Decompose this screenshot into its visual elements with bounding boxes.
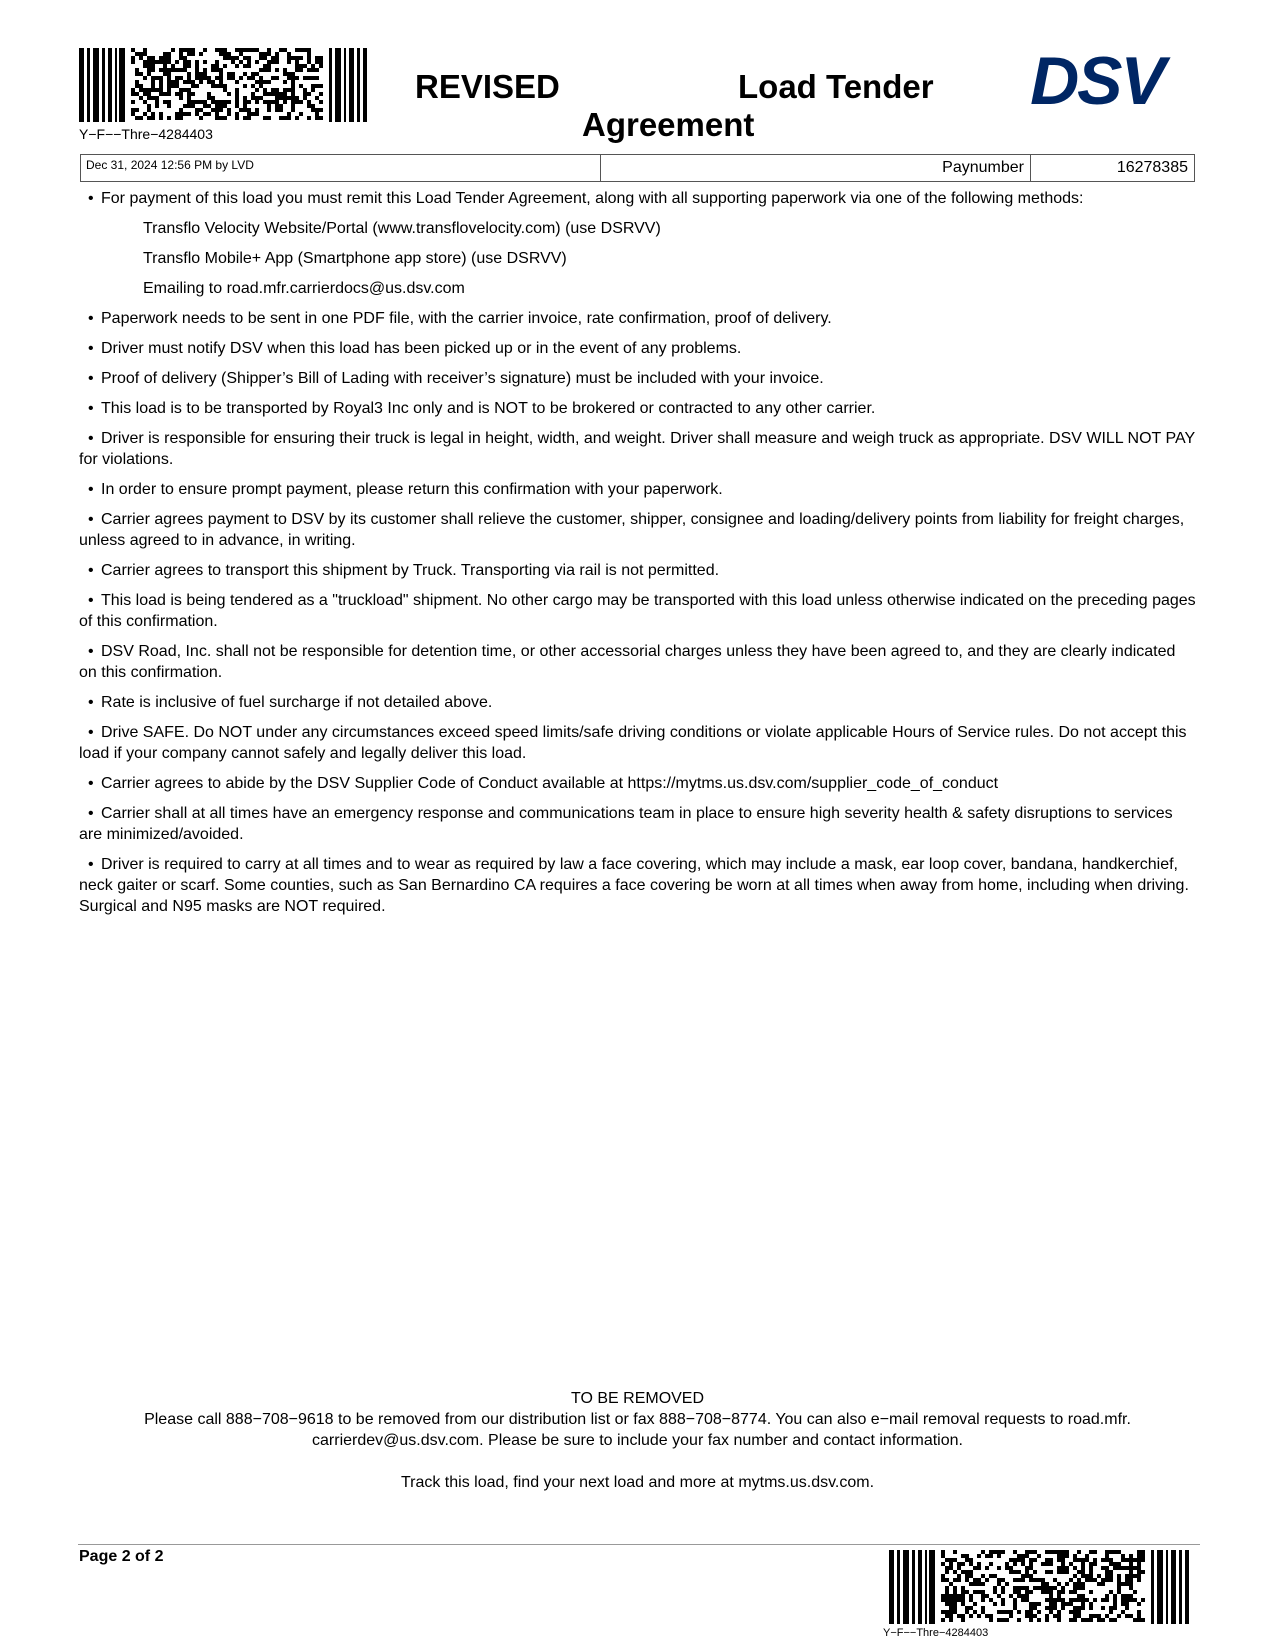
terms-item	[79, 854, 1197, 917]
bullet-icon: •	[88, 481, 94, 498]
method-item: Transflo Mobile+ App (Smartphone app store) (use DSRVV)	[143, 250, 567, 267]
terms-item-text: Drive SAFE. Do NOT under any circumstances exceed speed limits/safe driving conditions or violate applicable Hours of Service rules. Do not accept this load if your company cannot safely and legally deliver this load.	[79, 724, 1187, 762]
paynumber-label: Paynumber	[601, 155, 1031, 181]
info-bar	[80, 154, 1195, 182]
track-load-text: Track this load, find your next load and more at mytms.us.dsv.com.	[400, 1474, 875, 1491]
title-load-tender: Load Tender	[738, 68, 934, 105]
header-barcode	[79, 48, 367, 122]
bullet-icon: •	[88, 724, 94, 741]
terms-item	[79, 560, 1197, 581]
terms-item	[79, 773, 1197, 794]
terms-item-text: DSV Road, Inc. shall not be responsible for detention time, or other accessorial charges unless they have been agreed to, and they are clearly indicated on this confirmation.	[79, 643, 1176, 681]
terms-item-text: Paperwork needs to be sent in one PDF file, with the carrier invoice, rate confirmation, proof of delivery.	[101, 310, 832, 327]
bullet-icon: •	[88, 592, 94, 609]
bullet-icon: •	[88, 856, 94, 873]
timestamp: Dec 31, 2024 12:56 PM by LVD	[81, 155, 601, 181]
footer-barcode-label: Y−F−−Thre−4284403	[883, 1627, 989, 1639]
bullet-icon: •	[88, 430, 94, 447]
removal-line-2: carrierdev@us.dsv.com. Please be sure to include your fax number and contact information.	[312, 1432, 963, 1449]
bullet-icon: •	[88, 643, 94, 660]
terms-item-text: This load is being tendered as a "truckload" shipment. No other cargo may be transported with this load unless otherwise indicated on the preceding pages of this confirmation.	[79, 592, 1196, 630]
terms-item	[79, 509, 1197, 551]
dsv-logo-text: DSV	[1030, 54, 1164, 108]
terms-list	[79, 188, 1197, 917]
paynumber-value: 16278385	[1116, 159, 1188, 176]
terms-item-text: Driver is required to carry at all times and to wear as required by law a face covering, which may include a mask, ear loop cover, bandana, handkerchief, neck gaiter or scarf. Some counties, such as San Bernardino CA requires a face covering be worn at all times when away from home, including when driving. Surgical and N95 masks are NOT required.	[79, 856, 1189, 915]
page-number: Page 2 of 2	[79, 1548, 164, 1565]
terms-item-text: Carrier agrees to transport this shipment by Truck. Transporting via rail is not permitted.	[101, 562, 720, 579]
terms-item	[79, 803, 1197, 845]
terms-item-text: Carrier agrees to abide by the DSV Supplier Code of Conduct available at https://mytms.us.dsv.com/supplier_code_of_conduct	[101, 775, 999, 792]
terms-item	[79, 398, 1197, 419]
title-revised: REVISED	[415, 68, 560, 105]
bullet-icon: •	[88, 775, 94, 792]
bullet-icon: •	[88, 310, 94, 327]
footer-divider	[78, 1544, 1200, 1545]
bullet-icon: •	[88, 511, 94, 528]
removal-heading: TO BE REMOVED	[570, 1390, 705, 1407]
removal-line-1: Please call 888−708−9618 to be removed from our distribution list or fax 888−708−8774. You can also e−mail removal requests to road.mfr.	[144, 1411, 1131, 1428]
bullet-icon: •	[88, 340, 94, 357]
terms-intro	[79, 188, 1197, 209]
terms-item	[79, 428, 1197, 470]
dsv-logo	[1008, 54, 1186, 108]
terms-item	[79, 479, 1197, 500]
terms-item	[79, 590, 1197, 632]
bullet-icon: •	[88, 562, 94, 579]
terms-item	[79, 308, 1197, 329]
bullet-icon: •	[88, 694, 94, 711]
terms-item	[79, 368, 1197, 389]
header-barcode-label: Y−F−−Thre−4284403	[79, 126, 213, 142]
terms-item-text: Carrier agrees payment to DSV by its customer shall relieve the customer, shipper, consignee and loading/delivery points from liability for freight charges, unless agreed to in advance, in writing.	[79, 511, 1185, 549]
bullet-icon: •	[88, 190, 94, 207]
terms-item	[79, 338, 1197, 359]
terms-item-text: Driver must notify DSV when this load has been picked up or in the event of any problems.	[101, 340, 742, 357]
terms-item	[79, 641, 1197, 683]
bullet-icon: •	[88, 400, 94, 417]
footer-barcode	[889, 1550, 1189, 1624]
terms-item-text: This load is to be transported by Royal3 Inc only and is NOT to be brokered or contracted to any other carrier.	[101, 400, 876, 417]
terms-item-text: Rate is inclusive of fuel surcharge if not detailed above.	[101, 694, 493, 711]
terms-item-text: In order to ensure prompt payment, please return this confirmation with your paperwork.	[101, 481, 723, 498]
title-agreement: Agreement	[582, 106, 755, 143]
terms-item-text: Carrier shall at all times have an emergency response and communications team in place to ensure high severity health & safety disruptions to services are minimized/avoided.	[79, 805, 1173, 843]
terms-item-text: Proof of delivery (Shipper’s Bill of Lading with receiver’s signature) must be included with your invoice.	[101, 370, 824, 387]
bullet-icon: •	[88, 805, 94, 822]
terms-item	[79, 722, 1197, 764]
method-item: Transflo Velocity Website/Portal (www.transflovelocity.com) (use DSRVV)	[143, 220, 661, 237]
terms-intro-text: For payment of this load you must remit this Load Tender Agreement, along with all supporting paperwork via one of the following methods:	[101, 190, 1084, 207]
removal-block	[80, 1388, 1195, 1493]
bullet-icon: •	[88, 370, 94, 387]
method-item: Emailing to road.mfr.carrierdocs@us.dsv.com	[143, 280, 465, 297]
terms-item	[79, 692, 1197, 713]
terms-item-text: Driver is responsible for ensuring their truck is legal in height, width, and weight. Driver shall measure and weigh truck as appropriate. DSV WILL NOT PAY for violations.	[79, 430, 1195, 468]
